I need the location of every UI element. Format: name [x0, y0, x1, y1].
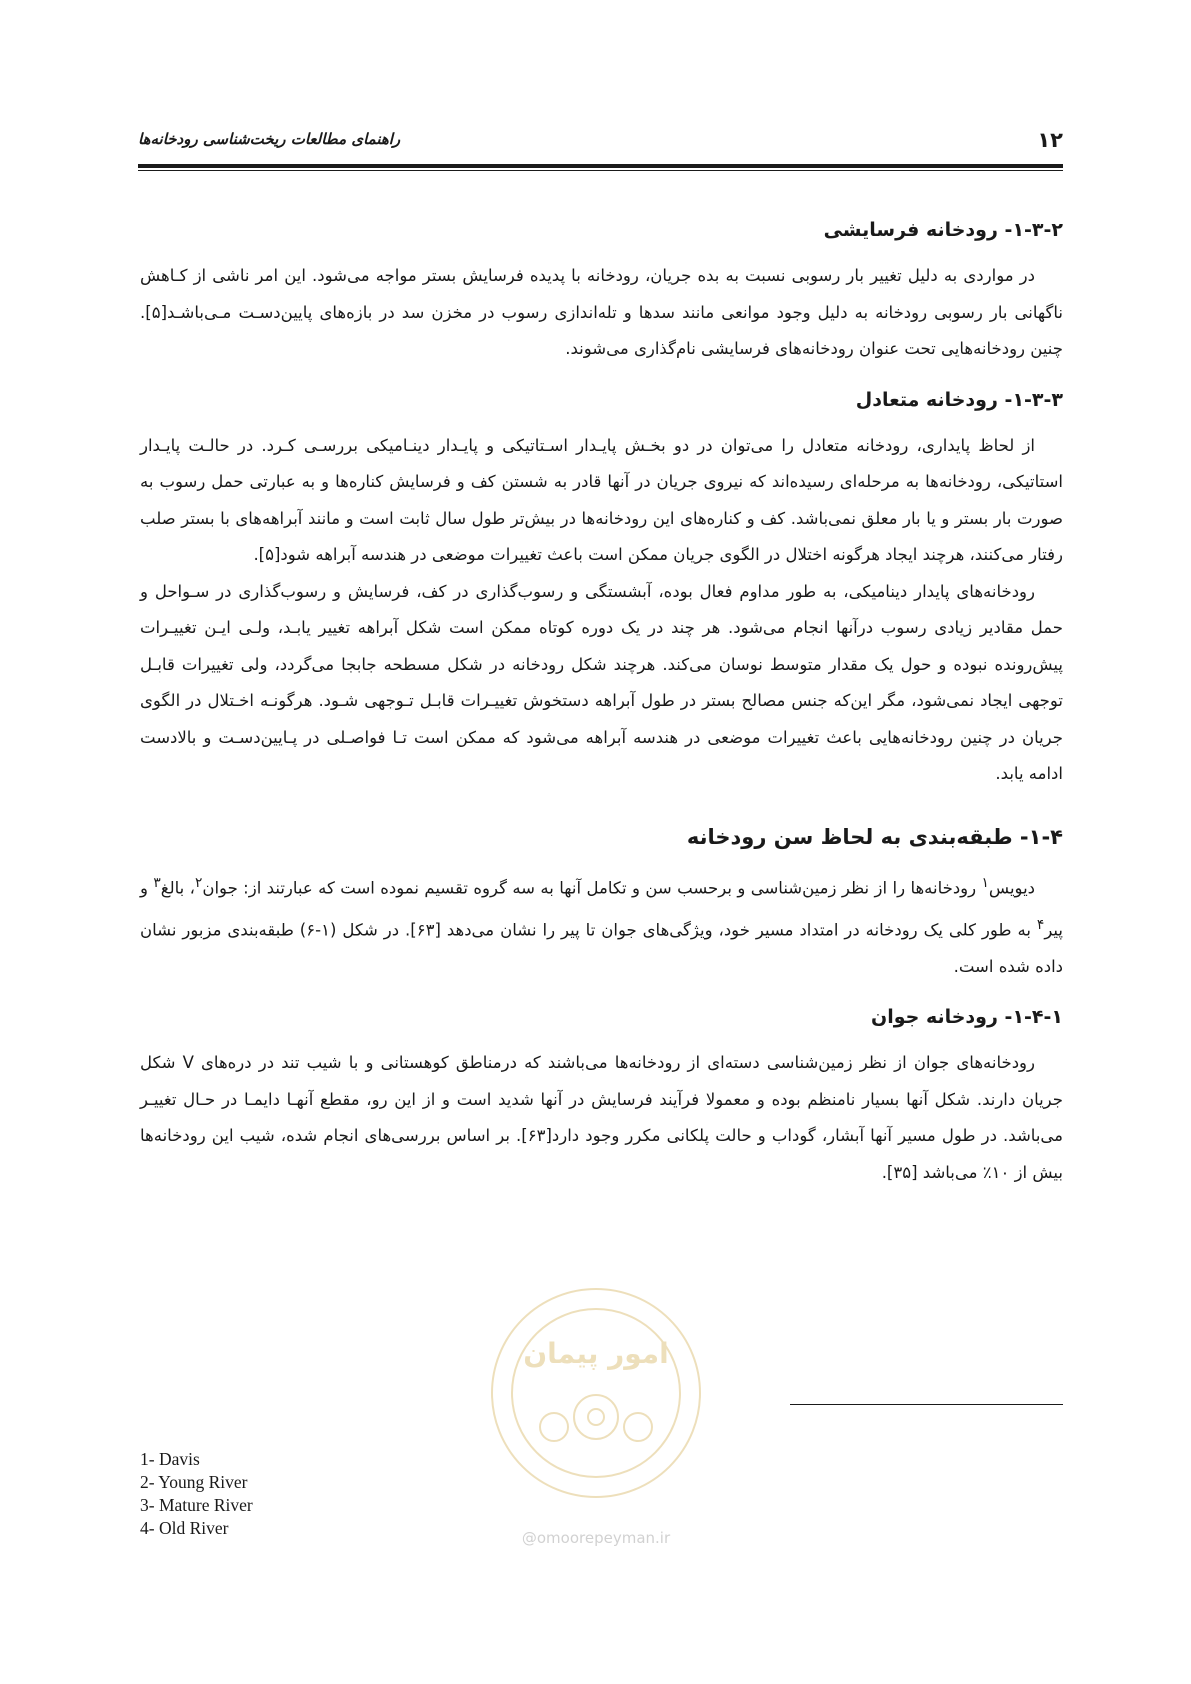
watermark-site: @omoorepeyman.ir	[521, 1529, 671, 1547]
watermark-logo-text: امور پیمان	[523, 1337, 669, 1370]
footnote-ref-2: ۲	[194, 874, 203, 891]
paragraph-dynamic-stability: رودخانه‌های پایدار دینامیکی، به طور مداوم فعال بوده، آبشستگی و رسوب‌گذاری در کف، فرسایش و رسوب‌گذاری در سـواحل و حمل مقادیر زیادی رسوب درآنها انجام می‌شود. هر چند در یک دوره کوتاه ممکن است شکل آبراهه تغییر یابـد، ولـی ایـن تغییـرات پیش‌رونده نبوده و حول یک مقدار متوسط نوسان می‌کند. هرچند شکل رودخانه در شکل مسطحه جابجا می‌گردد، ولی تغییرات قابـل توجهی ایجاد نمی‌شود، مگر این‌که جنس مصالح بستر در طول آبراهه دستخوش تغییـرات قابـل تـوجهی شـود. هرگونـه اخـتلال در الگوی جریان در چنین رودخانه‌هایی باعث تغییرات موضعی در هندسه آبراهه می‌شود که ممکن است تـا فواصـلی در پـایین‌دسـت و بالادست ادامه یابد.	[140, 581, 1063, 783]
text-run: دیویس	[988, 878, 1036, 897]
paragraph-young-river: رودخانه‌های جوان از نظر زمین‌شناسی دسته‌ای از رودخانه‌ها می‌باشند که درمناطق کوهستانی و با شیب تند در دره‌های V شکل جریان دارند. شکل آنها بسیار نامنظم بوده و معمولا فرآیند فرسایش در آنها شدید است و از این رو، مقطع آنهـا دایمـا در حـال تغییـر می‌باشد. در طول مسیر آنها آبشار، گوداب و حالت پلکانی مکرر وجود دارد[۶۳]. بر اساس بررسی‌های انجام شده، شیب این رودخانه‌ها بیش از ۱۰٪ می‌باشد [۳۵].	[140, 1053, 1064, 1182]
footnote-ref-4: ۴	[1036, 916, 1045, 933]
text-run: به طور کلی یک رودخانه در امتداد مسیر خود، ویژگی‌های جوان تا پیر را نشان می‌دهد [۶۳]. در شکل (۱-۶) طبقه‌بندی مزبور نشان داده شده است.	[140, 920, 1063, 976]
watermark-outer-ring	[492, 1289, 700, 1497]
running-title: راهنمای مطالعات ریخت‌شناسی رودخانه‌ها	[138, 130, 401, 148]
paragraph-static-stability: از لحاظ پایداری، رودخانه متعادل را می‌توان در دو بخـش پایـدار اسـتاتیکی و پایـدار دینـامیکی بررسـی کـرد. در حالـت پایـدار استاتیکی، رودخانه‌ها به مرحله‌ای رسیده‌اند که نیروی جریان در آنها قادر به شستن کف و فرسایش کناره‌ها و به عبارتی حمل رسوب به صورت بار بستر و یا بار معلق نمی‌باشد. کف و کناره‌های این رودخانه‌ها در بیش‌تر طول سال ثابت است و مانند آبراهه‌های با بستر صلب رفتار می‌کنند، هرچند ایجاد هرگونه اختلال در الگوی جریان ممکن است باعث تغییرات موضعی در هندسه آبراهه شود[۵].	[140, 435, 1063, 564]
footnote-rule	[790, 1404, 1063, 1405]
scale-icon	[588, 1409, 604, 1425]
footnote-3: 3- Mature River	[140, 1495, 253, 1515]
text-run: و پیر	[140, 878, 1063, 939]
header-rule-thin	[138, 170, 1063, 171]
footnote-4: 4- Old River	[140, 1518, 229, 1538]
watermark-logo	[488, 1285, 704, 1555]
header-rule-thick	[138, 164, 1063, 168]
footnote-2: 2- Young River	[140, 1472, 248, 1492]
watermark-inner-ring	[512, 1309, 680, 1477]
section-heading-young-river: ۱-۴-۱- رودخانه جوان	[871, 1006, 1063, 1028]
footnote-1: 1- Davis	[140, 1449, 200, 1469]
page-header	[138, 128, 1063, 158]
section-heading-eroding-river: ۱-۳-۲- رودخانه فرسایشی	[823, 219, 1063, 241]
page-body	[140, 212, 1063, 1191]
section-heading-equilibrium-river: ۱-۳-۳- رودخانه متعادل	[855, 388, 1063, 411]
text-run: ، بالغ	[160, 878, 195, 897]
footnotes	[140, 1448, 253, 1540]
gear-icon-small	[540, 1413, 568, 1441]
footnote-ref-1: ۱	[981, 874, 989, 891]
paragraph-eroding-river: در مواردی به دلیل تغییر بار رسوبی نسبت به بده جریان، رودخانه با پدیده فرسایش بستر مواجه می‌شود. این امر ناشی از کـاهش ناگهانی بار رسوبی رودخانه به دلیل وجود موانعی مانند سدها و تله‌اندازی رسوب در مخزن سد در بازه‌های پایین‌دسـت مـی‌باشـد[۵]. چنین رودخانه‌هایی تحت عنوان رودخانه‌های فرسایشی نام‌گذاری می‌شوند.	[140, 266, 1063, 358]
page-number: ۱۲	[1037, 128, 1063, 152]
footnote-ref-3: ۳	[153, 874, 161, 891]
section-heading-age-classification: ۱-۴- طبقه‌بندی به لحاظ سن رودخانه	[686, 824, 1063, 849]
gear-icon-small	[624, 1413, 652, 1441]
gear-icon	[574, 1395, 618, 1439]
text-run: رودخانه‌ها را از نظر زمین‌شناسی و برحسب سن و تکامل آنها به سه گروه تقسیم نموده است که عبارتند از: جوان	[202, 878, 982, 897]
paragraph-age-classification	[140, 865, 1063, 986]
